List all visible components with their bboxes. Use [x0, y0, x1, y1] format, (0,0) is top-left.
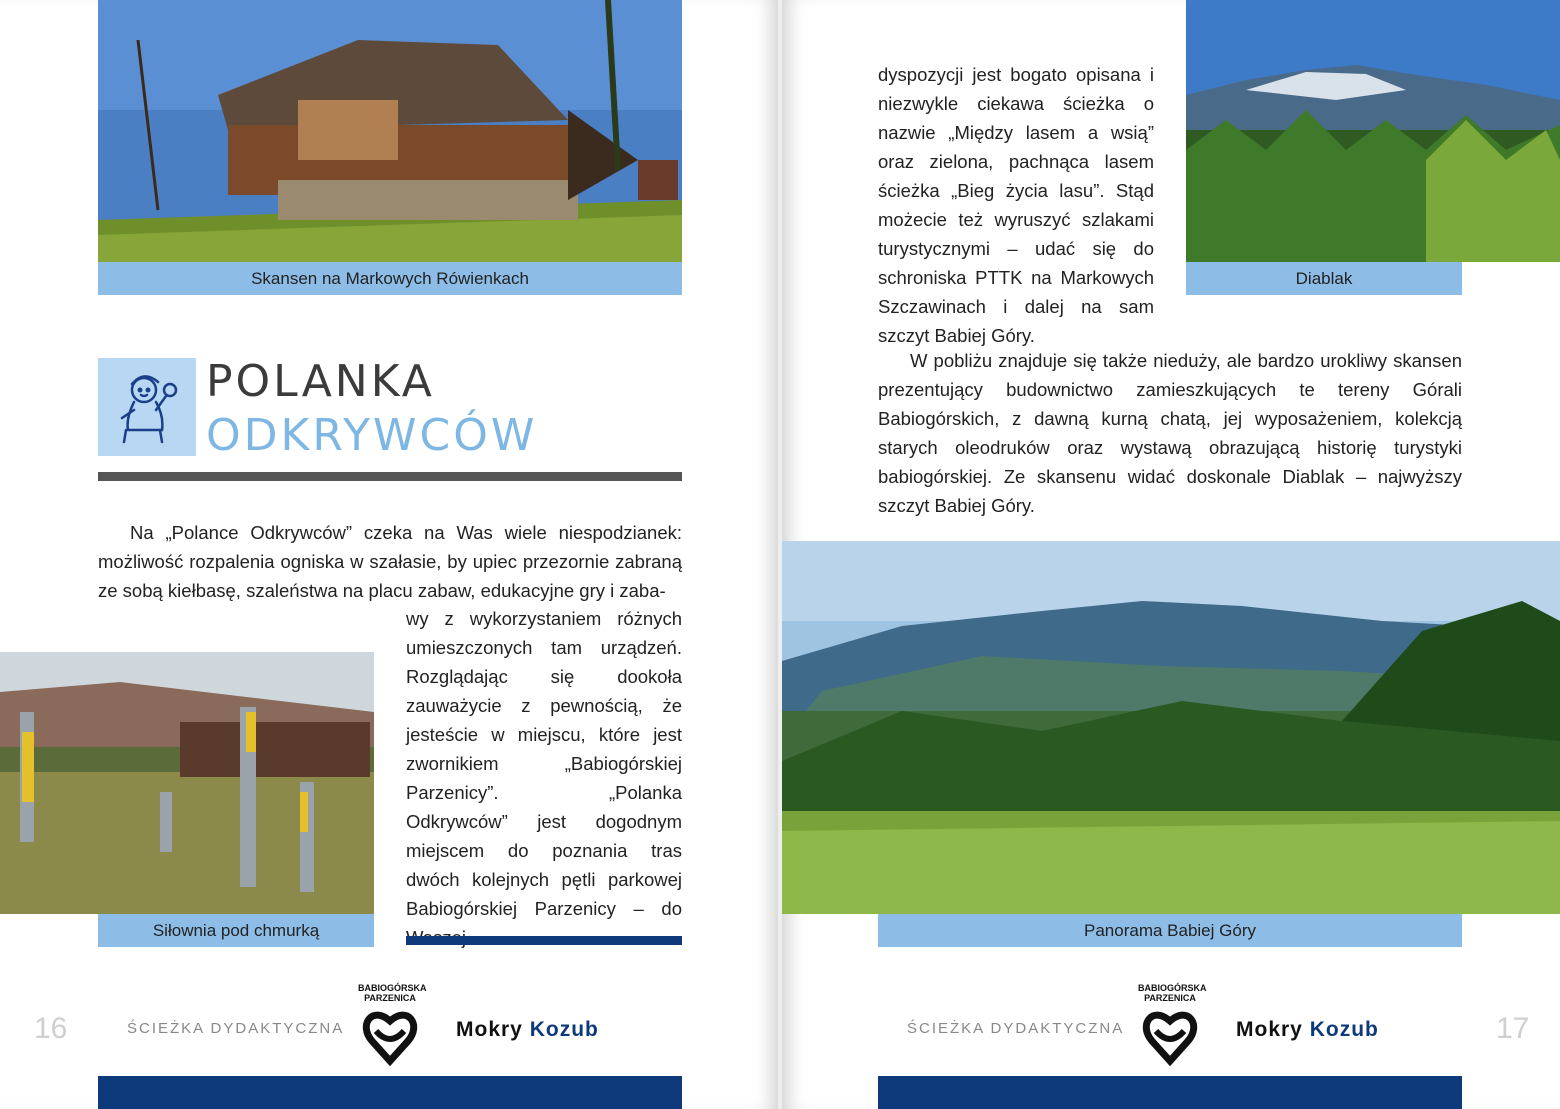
brand-word-1: Mokry	[456, 1018, 523, 1041]
brand-name-right	[1236, 1018, 1379, 1042]
brand-word-2: Kozub	[529, 1018, 599, 1041]
intro-text: Na „Polance Odkrywców” czeka na Was wiele niespodzianek: możliwość rozpalenia ogniska w szałasie, by upiec przezornie zabraną ze sobą kiełbasę, szaleństwa na placu zabaw, edukacyjne gry i zaba-	[98, 522, 682, 601]
footer-bar-left	[98, 1076, 682, 1109]
logo-text-line2: PARZENICA	[364, 993, 416, 1003]
outdoor-gym-photo	[0, 652, 374, 914]
left-column-paragraph: wy z wykorzystaniem różnych umieszczonych tam urządzeń. Rozglądając się dookoła zauważycie z pewnością, że jesteście w miejscu, które jest zwornikiem „Babiogórskiej Parzenicy”. „Polanka Odkrywców” jest dogodnym miejscem do poznania tras dwóch kolejnych pętli parkowej Babiogórskiej Parzenicy – do	[406, 608, 682, 919]
panorama-photo	[782, 541, 1560, 914]
footer-bar-right	[878, 1076, 1462, 1109]
footer-label-right: ŚCIEŻKA DYDAKTYCZNA	[907, 1020, 1125, 1037]
right-column-text	[878, 60, 1154, 350]
knot-icon	[1138, 1003, 1202, 1083]
panorama-caption: Panorama Babiej Góry	[878, 914, 1462, 947]
skansen-text: W pobliżu znajduje się także nieduży, ale bardzo urokliwy skansen prezentujący budownictwo zamieszkujących te tereny Górali Babiogórskich, z dawną kurną chatą, jej wyposażeniem, kolekcją starych oleodruków oraz wystawą obrazującą historię turystyki babiogórskiej. Ze skansenu widać doskonale Diablak – najwyższy szczyt Babiej Góry.	[878, 350, 1462, 516]
logo-text-line1: BABIOGÓRSKA	[1138, 983, 1207, 993]
column-end-rule	[406, 936, 682, 945]
diablak-caption: Diablak	[1186, 262, 1462, 295]
brand-word-1: Mokry	[1236, 1018, 1303, 1041]
right-page	[782, 0, 1560, 1109]
footer-label-left: ŚCIEŻKA DYDAKTYCZNA	[127, 1020, 345, 1037]
left-page	[0, 0, 778, 1109]
explorer-girl-icon	[98, 358, 196, 456]
skansen-paragraph	[878, 346, 1462, 520]
skansen-photo	[98, 0, 682, 262]
section-title-line1: POLANKA	[206, 356, 435, 407]
left-column-text	[406, 604, 682, 952]
right-column-paragraph: dyspozycji jest bogato opisana i niezwykle ciekawa ścieżka o nazwie „Między lasem a wsią” oraz zielona, pachnąca lasem ścieżka „Bieg życia lasu”. Stąd możecie też wyruszyć szlakami turystycznymi – udać się do schroniska PTTK na Markowych Szczawinach i dalej na sam szczyt Babiej Góry.	[878, 64, 1154, 346]
diablak-photo	[1186, 0, 1560, 262]
brand-word-2: Kozub	[1309, 1018, 1379, 1041]
page-number-right: 17	[1496, 1012, 1530, 1045]
knot-icon	[358, 1003, 422, 1083]
brand-name-left	[456, 1018, 599, 1042]
skansen-caption: Skansen na Markowych Rówienkach	[98, 262, 682, 295]
outdoor-gym-caption: Siłownia pod chmurką	[98, 914, 374, 947]
intro-paragraph	[98, 518, 682, 605]
logo-text-line1: BABIOGÓRSKA	[358, 983, 427, 993]
logo-text-line2: PARZENICA	[1144, 993, 1196, 1003]
heading-rule	[98, 472, 682, 481]
page-number-left: 16	[34, 1012, 68, 1045]
section-title-line2: ODKRYWCÓW	[206, 410, 538, 461]
